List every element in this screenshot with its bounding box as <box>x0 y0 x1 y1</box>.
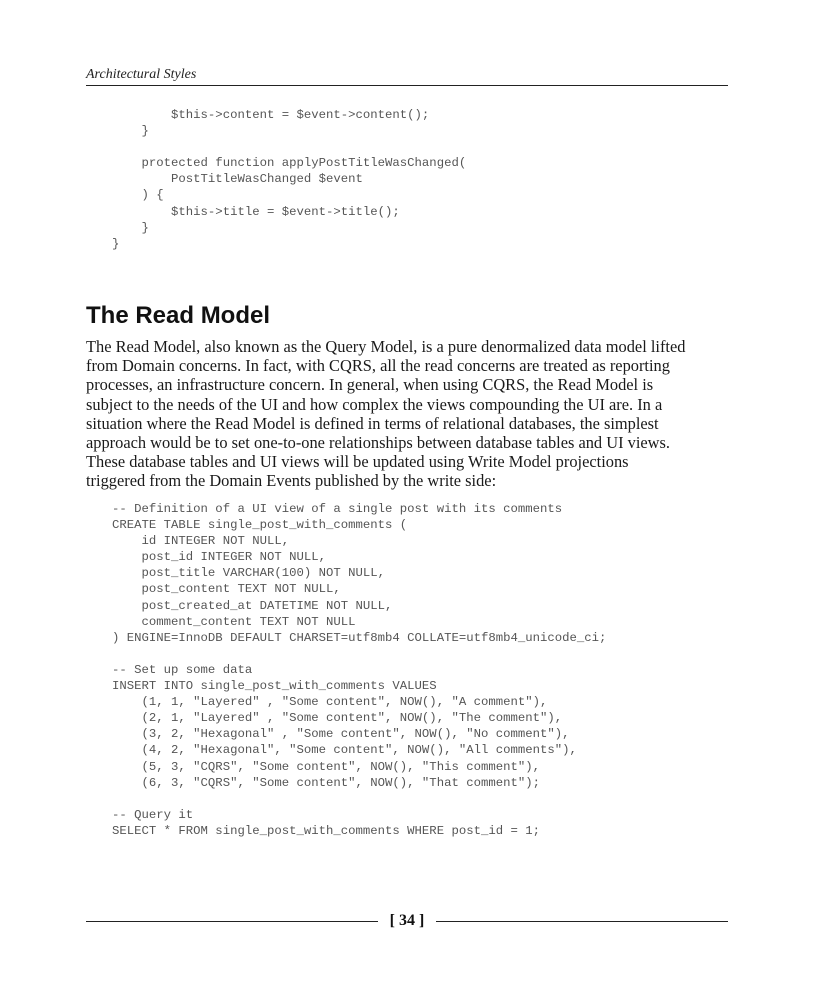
code-line: (2, 1, "Layered" , "Some content", NOW(), "The comment"), <box>112 711 563 726</box>
code-line: INSERT INTO single_post_with_comments VALUES <box>112 679 437 694</box>
code-line: -- Query it <box>112 807 194 822</box>
paragraph-line: subject to the needs of the UI and how complex the views compounding the UI are. In a <box>86 394 663 414</box>
code-line: SELECT * FROM single_post_with_comments WHERE post_id = 1; <box>112 823 541 838</box>
paragraph-line: approach would be to set one-to-one relationships between database tables and UI views. <box>86 433 670 453</box>
php-code-block <box>112 107 466 252</box>
body-paragraph <box>86 337 728 491</box>
code-line: } <box>112 124 149 139</box>
code-line: ) { <box>112 188 164 203</box>
code-line: (5, 3, "CQRS", "Some content", NOW(), "This comment"), <box>112 759 541 774</box>
paragraph-line: triggered from the Domain Events published by the write side: <box>86 471 497 491</box>
code-line <box>112 791 606 807</box>
code-line: protected function applyPostTitleWasChanged( <box>112 156 467 171</box>
code-line: CREATE TABLE single_post_with_comments ( <box>112 518 408 533</box>
code-line: (6, 3, "CQRS", "Some content", NOW(), "That comment"); <box>112 775 541 790</box>
page-footer <box>86 908 728 934</box>
running-title: Architectural Styles <box>86 67 197 82</box>
code-line: post_title VARCHAR(100) NOT NULL, <box>112 566 386 581</box>
paragraph-line: situation where the Read Model is defined in terms of relational databases, the simplest <box>86 413 659 433</box>
code-line: (1, 1, "Layered" , "Some content", NOW(), "A comment"), <box>112 695 548 710</box>
code-line: -- Definition of a UI view of a single post with its comments <box>112 502 563 516</box>
code-line: -- Set up some data <box>112 662 253 677</box>
code-line: comment_content TEXT NOT NULL <box>112 614 356 629</box>
code-line: id INTEGER NOT NULL, <box>112 534 290 549</box>
sql-code-block <box>112 501 606 839</box>
code-line: post_id INTEGER NOT NULL, <box>112 550 327 565</box>
paragraph-line: These database tables and UI views will be updated using Write Model projections <box>86 452 629 472</box>
code-line <box>112 646 606 662</box>
code-line: (3, 2, "Hexagonal" , "Some content", NOW(), "No comment"), <box>112 727 570 742</box>
code-line: } <box>112 220 149 235</box>
paragraph-line: processes, an infrastructure concern. In general, when using CQRS, the Read Model is <box>86 375 654 395</box>
code-line: } <box>112 236 120 251</box>
footer-rule-right <box>436 921 728 922</box>
page-header <box>86 66 728 86</box>
paragraph-line: from Domain concerns. In fact, with CQRS, all the read concerns are treated as reporting <box>86 356 670 376</box>
paragraph-line: The Read Model, also known as the Query Model, is a pure denormalized data model lifted <box>86 337 686 356</box>
code-line: $this->content = $event->content(); <box>112 108 430 122</box>
code-line: post_created_at DATETIME NOT NULL, <box>112 598 393 613</box>
code-line: $this->title = $event->title(); <box>112 204 400 219</box>
footer-rule-left <box>86 921 378 922</box>
code-line: PostTitleWasChanged $event <box>112 172 363 187</box>
code-line: ) ENGINE=InnoDB DEFAULT CHARSET=utf8mb4 COLLATE=utf8mb4_unicode_ci; <box>112 630 607 645</box>
page-number: [ 34 ] <box>389 912 425 929</box>
code-line: post_content TEXT NOT NULL, <box>112 582 341 597</box>
code-line: (4, 2, "Hexagonal", "Some content", NOW(), "All comments"), <box>112 743 577 758</box>
section-heading: The Read Model <box>86 302 271 329</box>
code-line <box>112 139 466 155</box>
